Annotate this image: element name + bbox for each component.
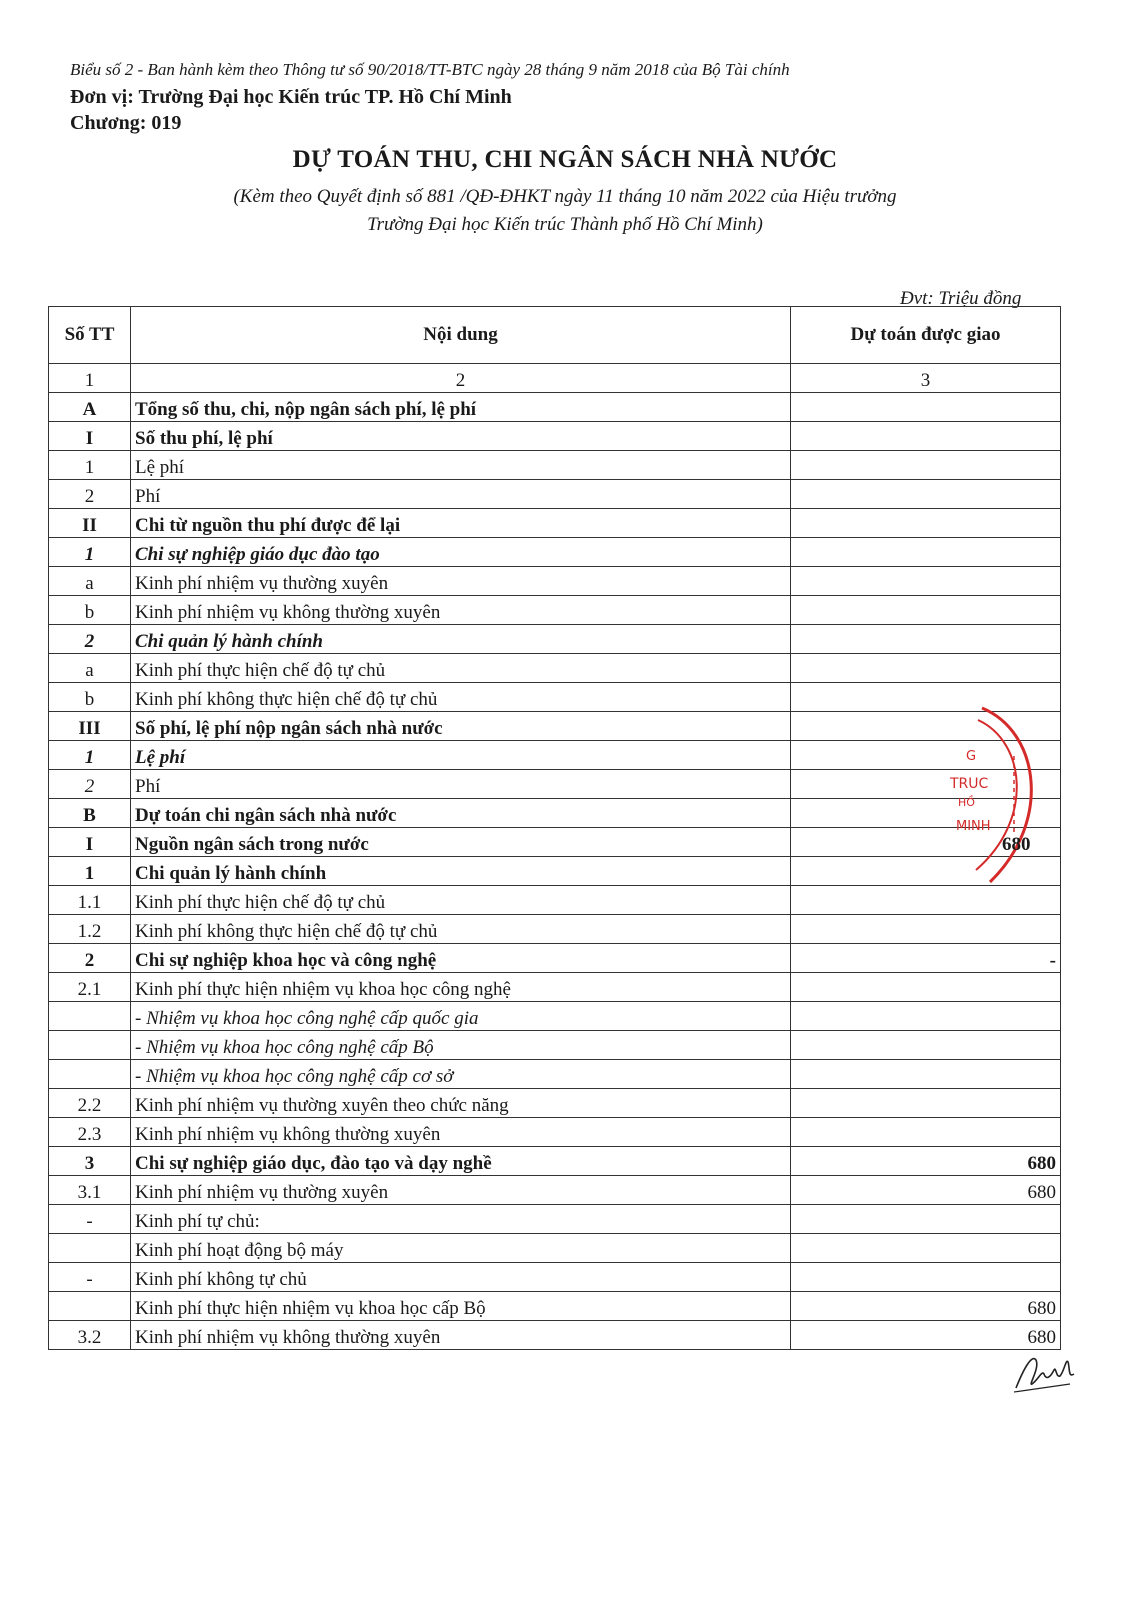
row-content: Lệ phí: [131, 741, 791, 770]
row-value: [791, 1031, 1061, 1060]
row-value: [791, 1234, 1061, 1263]
row-value: [791, 567, 1061, 596]
row-value: [791, 654, 1061, 683]
row-content: Lệ phí: [131, 451, 791, 480]
svg-text:HỒ: HỒ: [958, 796, 975, 809]
row-stt: [49, 1060, 131, 1089]
row-stt: b: [49, 683, 131, 712]
table-row: [49, 799, 1061, 828]
table-header-row: [49, 307, 1061, 364]
table-row: [49, 1292, 1061, 1321]
row-value: -: [791, 944, 1061, 973]
row-stt: 1.1: [49, 886, 131, 915]
row-stt: 2: [49, 480, 131, 509]
table-row: [49, 944, 1061, 973]
budget-table: [48, 306, 1061, 1350]
row-content: Kinh phí hoạt động bộ máy: [131, 1234, 791, 1263]
row-content: Kinh phí nhiệm vụ thường xuyên theo chức năng: [131, 1089, 791, 1118]
row-content: Chi quản lý hành chính: [131, 857, 791, 886]
row-stt: 2.1: [49, 973, 131, 1002]
row-stt: 3: [49, 1147, 131, 1176]
row-content: Kinh phí không thực hiện chế độ tự chủ: [131, 683, 791, 712]
row-content: Chi quản lý hành chính: [131, 625, 791, 654]
row-value: [791, 1205, 1061, 1234]
row-value: [791, 451, 1061, 480]
table-row: [49, 1002, 1061, 1031]
row-value: [791, 625, 1061, 654]
table-row: [49, 915, 1061, 944]
header-stt: Số TT: [49, 307, 131, 364]
table-row: [49, 1031, 1061, 1060]
row-value: [791, 596, 1061, 625]
table-row: [49, 683, 1061, 712]
row-value: [791, 509, 1061, 538]
row-stt: 2: [49, 625, 131, 654]
table-row: [49, 596, 1061, 625]
table-row: [49, 1263, 1061, 1292]
subtitle-line-2: Trường Đại học Kiến trúc Thành phố Hồ Chí Minh): [367, 214, 763, 235]
subtitle-line-1: (Kèm theo Quyết định số 881 /QĐ-ĐHKT ngày 11 tháng 10 năm 2022 của Hiệu trưởng: [233, 186, 897, 207]
row-stt: a: [49, 654, 131, 683]
column-number: 1: [49, 364, 131, 393]
row-content: Phí: [131, 480, 791, 509]
header-content: Nội dung: [131, 307, 791, 364]
row-content: - Nhiệm vụ khoa học công nghệ cấp Bộ: [131, 1031, 791, 1060]
row-content: Phí: [131, 770, 791, 799]
row-stt: 2: [49, 770, 131, 799]
table-row: [49, 451, 1061, 480]
row-stt: 2.3: [49, 1118, 131, 1147]
row-value: [791, 915, 1061, 944]
intro-text: Biểu số 2 - Ban hành kèm theo Thông tư số 90/2018/TT-BTC ngày 28 tháng 9 năm 2018 của Bộ Tài chính: [70, 60, 790, 79]
row-content: Kinh phí nhiệm vụ không thường xuyên: [131, 596, 791, 625]
unit-name: Đơn vị: Trường Đại học Kiến trúc TP. Hồ Chí Minh: [70, 86, 512, 108]
table-row: [49, 422, 1061, 451]
table-row: [49, 538, 1061, 567]
row-content: Chi sự nghiệp khoa học và công nghệ: [131, 944, 791, 973]
row-value: 680: [791, 1321, 1061, 1350]
row-content: Chi sự nghiệp giáo dục, đào tạo và dạy nghề: [131, 1147, 791, 1176]
row-stt: I: [49, 828, 131, 857]
row-content: Dự toán chi ngân sách nhà nước: [131, 799, 791, 828]
table-row: [49, 770, 1061, 799]
row-content: Kinh phí không tự chủ: [131, 1263, 791, 1292]
row-stt: a: [49, 567, 131, 596]
table-row: [49, 1176, 1061, 1205]
table-row: [49, 480, 1061, 509]
row-stt: II: [49, 509, 131, 538]
row-value: [791, 1089, 1061, 1118]
row-value: [791, 538, 1061, 567]
row-content: Kinh phí tự chủ:: [131, 1205, 791, 1234]
unit-of-measure: Đvt: Triệu đồng: [900, 288, 1022, 309]
table-row: [49, 567, 1061, 596]
row-stt: III: [49, 712, 131, 741]
table-row: [49, 857, 1061, 886]
row-stt: 1.2: [49, 915, 131, 944]
table-row: [49, 1321, 1061, 1350]
row-stt: -: [49, 1263, 131, 1292]
row-value: [791, 1060, 1061, 1089]
handwritten-signature: [1010, 1348, 1080, 1398]
row-content: Kinh phí thực hiện nhiệm vụ khoa học cấp Bộ: [131, 1292, 791, 1321]
row-content: Số phí, lệ phí nộp ngân sách nhà nước: [131, 712, 791, 741]
row-stt: 2.2: [49, 1089, 131, 1118]
table-row: [49, 712, 1061, 741]
table-row: [49, 828, 1061, 857]
row-stt: A: [49, 393, 131, 422]
row-stt: 1: [49, 741, 131, 770]
row-content: Số thu phí, lệ phí: [131, 422, 791, 451]
row-stt: b: [49, 596, 131, 625]
svg-text:MINH: MINH: [956, 819, 991, 834]
stamped-value: 680: [1002, 834, 1031, 855]
row-value: [791, 480, 1061, 509]
table-row: [49, 1147, 1061, 1176]
row-value: [791, 1118, 1061, 1147]
column-number-row: [49, 364, 1061, 393]
row-value: 680: [791, 1176, 1061, 1205]
row-content: Kinh phí thực hiện nhiệm vụ khoa học công nghệ: [131, 973, 791, 1002]
row-content: Kinh phí nhiệm vụ thường xuyên: [131, 1176, 791, 1205]
row-content: Kinh phí không thực hiện chế độ tự chủ: [131, 915, 791, 944]
red-seal-stamp: [930, 702, 1042, 892]
row-value: [791, 1263, 1061, 1292]
row-content: - Nhiệm vụ khoa học công nghệ cấp cơ sở: [131, 1060, 791, 1089]
header-value: Dự toán được giao: [791, 307, 1061, 364]
row-value: 680: [791, 1292, 1061, 1321]
table-row: [49, 393, 1061, 422]
row-stt: I: [49, 422, 131, 451]
column-number: 3: [791, 364, 1061, 393]
row-content: Chi sự nghiệp giáo dục đào tạo: [131, 538, 791, 567]
row-stt: 2: [49, 944, 131, 973]
row-value: 680: [791, 1147, 1061, 1176]
svg-text:G: G: [966, 749, 977, 764]
row-stt: 3.1: [49, 1176, 131, 1205]
table-row: [49, 1089, 1061, 1118]
row-stt: [49, 1002, 131, 1031]
table-row: [49, 625, 1061, 654]
table-row: [49, 1234, 1061, 1263]
svg-text:TRUC: TRUC: [950, 776, 989, 792]
row-content: Kinh phí thực hiện chế độ tự chủ: [131, 886, 791, 915]
row-stt: 3.2: [49, 1321, 131, 1350]
row-content: Tổng số thu, chi, nộp ngân sách phí, lệ phí: [131, 393, 791, 422]
row-value: [791, 1002, 1061, 1031]
table-row: [49, 654, 1061, 683]
row-value: [791, 422, 1061, 451]
table-row: [49, 509, 1061, 538]
table-row: [49, 1205, 1061, 1234]
row-content: Kinh phí thực hiện chế độ tự chủ: [131, 654, 791, 683]
row-stt: [49, 1292, 131, 1321]
row-stt: 1: [49, 451, 131, 480]
row-stt: -: [49, 1205, 131, 1234]
row-content: Kinh phí nhiệm vụ không thường xuyên: [131, 1321, 791, 1350]
row-stt: 1: [49, 857, 131, 886]
row-stt: 1: [49, 538, 131, 567]
table-row: [49, 741, 1061, 770]
row-content: Chi từ nguồn thu phí được để lại: [131, 509, 791, 538]
row-content: Kinh phí nhiệm vụ không thường xuyên: [131, 1118, 791, 1147]
document-title: DỰ TOÁN THU, CHI NGÂN SÁCH NHÀ NƯỚC: [292, 146, 838, 173]
column-number: 2: [131, 364, 791, 393]
row-value: [791, 393, 1061, 422]
table-row: [49, 1118, 1061, 1147]
row-stt: B: [49, 799, 131, 828]
row-content: Nguồn ngân sách trong nước: [131, 828, 791, 857]
row-content: - Nhiệm vụ khoa học công nghệ cấp quốc gia: [131, 1002, 791, 1031]
chapter-code: Chương: 019: [70, 112, 182, 134]
table-row: [49, 886, 1061, 915]
row-stt: [49, 1031, 131, 1060]
row-stt: [49, 1234, 131, 1263]
row-content: Kinh phí nhiệm vụ thường xuyên: [131, 567, 791, 596]
row-value: [791, 973, 1061, 1002]
table-row: [49, 973, 1061, 1002]
table-row: [49, 1060, 1061, 1089]
